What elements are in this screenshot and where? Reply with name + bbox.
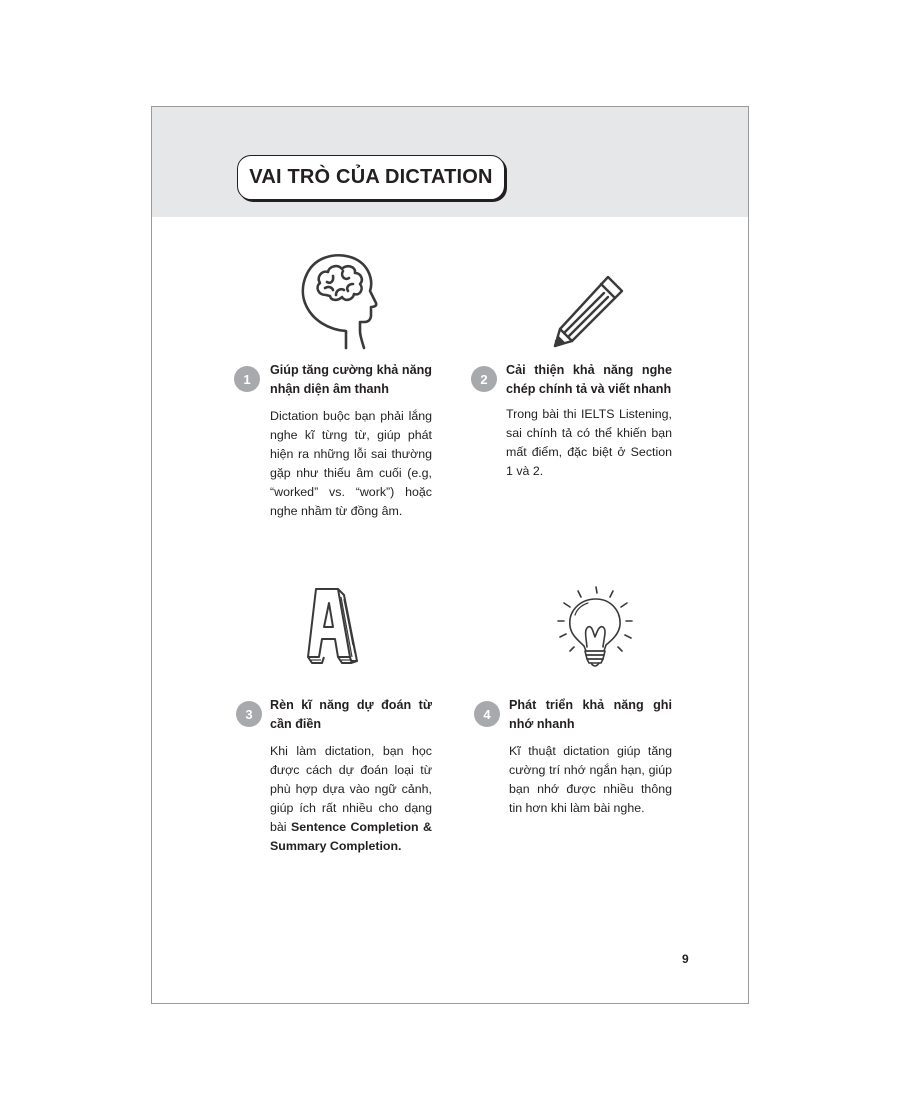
item-1-heading: Giúp tăng cường khả năng nhận diện âm thanh xyxy=(270,363,432,396)
item-3-body xyxy=(270,742,432,856)
item-3 xyxy=(270,696,432,856)
page-title: VAI TRÒ CỦA DICTATION xyxy=(249,166,493,188)
item-2-heading: Cải thiện khả năng nghe chép chính tả và viết nhanh xyxy=(506,363,672,396)
item-1-body: Dictation buộc bạn phải lắng nghe kĩ từng từ, giúp phát hiện ra những lỗi sai thường gặp như thiếu âm cuối (e.g, “worked” vs. “work”) hoặc nghe nhầm từ đồng âm. xyxy=(270,409,432,518)
pencil-icon xyxy=(550,271,630,351)
item-3-heading: Rèn kĩ năng dự đoán từ cần điền xyxy=(270,698,432,731)
item-2 xyxy=(506,361,672,481)
book-page xyxy=(151,106,749,1004)
number-badge-1: 1 xyxy=(234,366,260,392)
number-badge-2: 2 xyxy=(471,366,497,392)
item-3-body-text: Khi làm dictation, bạn học được cách dự đoán loại từ phù hợp dựa vào ngữ cảnh, giúp ích rất nhiều cho dạng bài xyxy=(270,744,432,834)
number-badge-3: 3 xyxy=(236,701,262,727)
item-2-body: Trong bài thi IELTS Listening, sai chính tả có thể khiến bạn mất điểm, đặc biệt ở Section 1 và 2. xyxy=(506,407,672,478)
title-box xyxy=(237,155,505,200)
item-4 xyxy=(509,696,672,818)
item-3-body-bold: Sentence Completion & Summary Completion. xyxy=(270,820,432,853)
brain-head-icon xyxy=(300,251,380,351)
header-band xyxy=(152,107,748,217)
light-bulb-icon xyxy=(552,585,642,675)
item-4-body: Kĩ thuật dictation giúp tăng cường trí nhớ ngắn hạn, giúp bạn nhớ được nhiều thông tin hơn khi làm bài nghe. xyxy=(509,744,672,815)
letter-a-icon xyxy=(304,583,364,667)
number-badge-4: 4 xyxy=(474,701,500,727)
item-1 xyxy=(270,361,432,521)
item-4-heading: Phát triển khả năng ghi nhớ nhanh xyxy=(509,698,672,731)
page-number: 9 xyxy=(682,952,689,966)
